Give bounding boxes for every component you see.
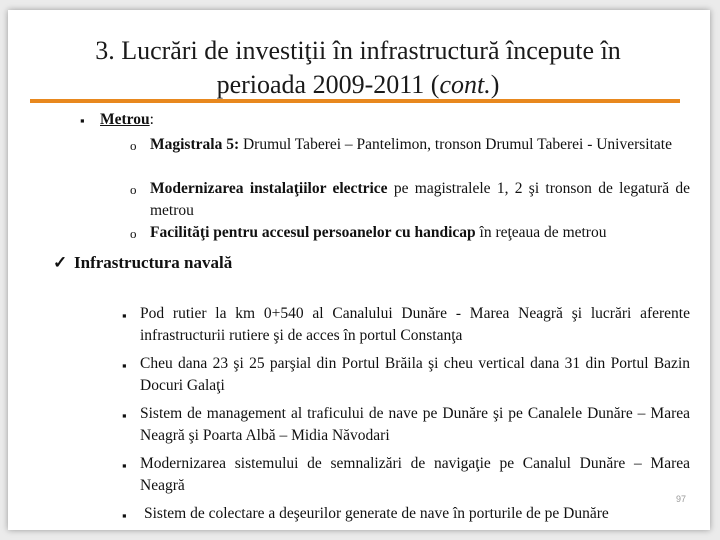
title-italic: cont. <box>439 70 491 99</box>
naval-item: Sistem de colectare a deşeurilor generate de nave în porturile de pe Dunăre <box>144 505 609 522</box>
naval-item: Cheu dana 23 şi 25 parşial din Portul Brăila şi cheu vertical dana 31 din Portul Bazin Docuri Galaţi <box>140 355 690 394</box>
naval-item: Modernizarea sistemului de semnalizări de navigaţie pe Canalul Dunăre – Marea Neagră <box>140 455 690 494</box>
page-number: 97 <box>675 494 686 504</box>
square-bullet-icon: ▪ <box>122 358 127 373</box>
naval-item: Pod rutier la km 0+540 al Canalului Dunăre - Marea Neagră şi lucrări aferente infrastructurii rutiere şi de acces în portul Constanţa <box>140 305 690 344</box>
square-bullet-icon: ▪ <box>122 508 127 523</box>
title-line-2: perioada 2009-2011 (cont.) <box>216 70 500 99</box>
metro-item: Facilităţi pentru accesul persoanelor cu handicap în reţeaua de metrou <box>150 224 607 241</box>
page-title <box>38 34 678 102</box>
circle-bullet-icon: o <box>130 138 137 153</box>
checkmark-icon: ✓ <box>53 253 68 272</box>
square-bullet-icon: ▪ <box>122 458 127 473</box>
metro-heading: Metrou: <box>100 111 154 128</box>
circle-bullet-icon: o <box>130 226 137 241</box>
title-line-1: 3. Lucrări de investiţii în infrastructură începute în <box>95 36 621 65</box>
circle-bullet-icon: o <box>130 182 137 197</box>
slide <box>8 10 710 530</box>
square-bullet-icon: ▪ <box>122 408 127 423</box>
square-bullet-icon: ▪ <box>122 308 127 323</box>
naval-heading: Infrastructura navală <box>74 253 233 272</box>
metro-item: Modernizarea instalaţiilor electrice pe magistralele 1, 2 şi tronson de legatură de metrou <box>150 180 690 219</box>
square-bullet-icon: ▪ <box>80 113 85 128</box>
metro-item: Magistrala 5: Drumul Taberei – Pantelimon, tronson Drumul Taberei - Universitate <box>150 136 672 153</box>
naval-item: Sistem de management al traficului de nave pe Dunăre şi pe Canalele Dunăre – Marea Neagră şi Poarta Albă – Midia Năvodari <box>140 405 690 444</box>
title-divider <box>30 99 680 103</box>
